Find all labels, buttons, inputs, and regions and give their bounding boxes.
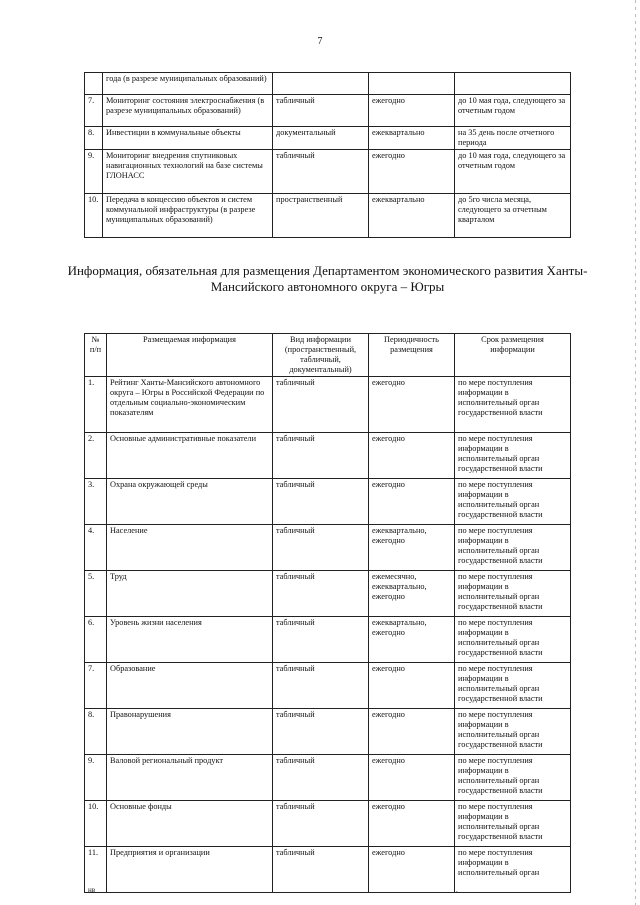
cell-info: Инвестиции в коммунальные объекты <box>103 127 273 150</box>
cell-num: 7. <box>85 95 103 127</box>
cell-period: ежегодно <box>369 663 455 709</box>
cell-type: пространственный <box>273 194 369 238</box>
cell-period <box>369 73 455 95</box>
scan-edge-decoration <box>635 0 636 905</box>
cell-deadline: по мере поступления информации в исполнительный орган государственной власти <box>455 709 571 755</box>
cell-type: табличный <box>273 847 369 893</box>
cell-num: 8. <box>85 127 103 150</box>
cell-type: табличный <box>273 433 369 479</box>
cell-type: табличный <box>273 617 369 663</box>
cell-info: Образование <box>107 663 273 709</box>
cell-period: ежегодно <box>369 847 455 893</box>
cell-num: 11. <box>85 847 107 893</box>
cell-deadline: по мере поступления информации в исполнительный орган государственной власти <box>455 377 571 433</box>
cell-type: табличный <box>273 150 369 194</box>
cell-type: табличный <box>273 95 369 127</box>
cell-info: Рейтинг Ханты-Мансийского автономного округа – Югры в Российской Федерации по отдельным социально-экономическим показателям <box>107 377 273 433</box>
cell-info: Охрана окружающей среды <box>107 479 273 525</box>
main-table-body <box>85 377 571 893</box>
cell-info: Предприятия и организации <box>107 847 273 893</box>
cell-period: ежеквартально, ежегодно <box>369 617 455 663</box>
page-number: 7 <box>317 36 323 47</box>
cell-period: ежеквартально <box>369 194 455 238</box>
cell-num: 3. <box>85 479 107 525</box>
section-heading: Информация, обязательная для размещения Департаментом экономического развития Ханты-Мансийского автономного округа – Югры <box>67 263 588 294</box>
cell-type <box>273 73 369 95</box>
table-row <box>85 433 571 479</box>
cell-info: Мониторинг состояния электроснабжения (в разрезе муниципальных образований) <box>103 95 273 127</box>
cell-deadline: по мере поступления информации в исполнительный орган государственной власти <box>455 479 571 525</box>
cell-num: 4. <box>85 525 107 571</box>
table-row <box>85 617 571 663</box>
table-row <box>85 571 571 617</box>
cell-deadline: по мере поступления информации в исполнительный орган государственной власти <box>455 571 571 617</box>
cell-info: Основные административные показатели <box>107 433 273 479</box>
cell-info: Население <box>107 525 273 571</box>
cell-deadline: на 35 день после отчетного периода <box>455 127 571 150</box>
table-row <box>85 150 571 194</box>
cell-num <box>85 73 103 95</box>
table-row <box>85 709 571 755</box>
table-row <box>85 194 571 238</box>
table-row <box>85 525 571 571</box>
table-row <box>85 755 571 801</box>
table-row <box>85 73 571 95</box>
cell-info: Труд <box>107 571 273 617</box>
cell-type: табличный <box>273 801 369 847</box>
cell-deadline: по мере поступления информации в исполнительный орган государственной власти <box>455 801 571 847</box>
cell-type: табличный <box>273 571 369 617</box>
cell-num: 6. <box>85 617 107 663</box>
header-deadline: Срок размещения информации <box>455 334 571 377</box>
cell-deadline: по мере поступления информации в исполнительный орган <box>455 847 571 893</box>
cell-deadline: по мере поступления информации в исполнительный орган государственной власти <box>455 433 571 479</box>
cell-num: 9. <box>85 755 107 801</box>
cell-num: 5. <box>85 571 107 617</box>
cell-type: табличный <box>273 709 369 755</box>
cell-num: 8. <box>85 709 107 755</box>
cell-period: ежеквартально, ежегодно <box>369 525 455 571</box>
cell-num: 2. <box>85 433 107 479</box>
cell-period: ежегодно <box>369 377 455 433</box>
table-row <box>85 127 571 150</box>
cell-period: ежегодно <box>369 709 455 755</box>
header-period: Периодичность размещения <box>369 334 455 377</box>
cell-info: Основные фонды <box>107 801 273 847</box>
cell-info: года (в разрезе муниципальных образований) <box>103 73 273 95</box>
cell-period: ежегодно <box>369 755 455 801</box>
cell-type: табличный <box>273 525 369 571</box>
continuation-table <box>84 72 571 238</box>
cell-period: ежеквартально <box>369 127 455 150</box>
header-num: № п/п <box>85 334 107 377</box>
table-row <box>85 377 571 433</box>
table-row <box>85 801 571 847</box>
cell-deadline <box>455 73 571 95</box>
cell-num: 1. <box>85 377 107 433</box>
cell-period: ежегодно <box>369 433 455 479</box>
footer-dot: . <box>456 886 458 894</box>
cell-num: 10. <box>85 801 107 847</box>
cell-period: ежегодно <box>369 95 455 127</box>
header-info: Размещаемая информация <box>107 334 273 377</box>
cell-num: 9. <box>85 150 103 194</box>
cell-info: Передача в концессию объектов и систем коммунальной инфраструктуры (в разрезе муниципальных образований) <box>103 194 273 238</box>
cell-type: табличный <box>273 755 369 801</box>
cell-deadline: по мере поступления информации в исполнительный орган государственной власти <box>455 525 571 571</box>
cell-info: Мониторинг внедрения спутниковых навигационных технологий на базе системы ГЛОНАСС <box>103 150 273 194</box>
footer-mark: нв <box>88 886 96 894</box>
table-row <box>85 663 571 709</box>
header-type: Вид информации (пространственный, табличный, документальный) <box>273 334 369 377</box>
cell-info: Валовой региональный продукт <box>107 755 273 801</box>
cell-period: ежегодно <box>369 479 455 525</box>
cell-deadline: по мере поступления информации в исполнительный орган государственной власти <box>455 663 571 709</box>
table-row <box>85 847 571 893</box>
cell-deadline: по мере поступления информации в исполнительный орган государственной власти <box>455 755 571 801</box>
table-row <box>85 95 571 127</box>
cell-deadline: по мере поступления информации в исполнительный орган государственной власти <box>455 617 571 663</box>
main-table <box>84 333 571 893</box>
cell-info: Правонарушения <box>107 709 273 755</box>
cell-deadline: до 5го числа месяца, следующего за отчетным кварталом <box>455 194 571 238</box>
cell-num: 10. <box>85 194 103 238</box>
cell-period: ежемесячно, ежеквартально, ежегодно <box>369 571 455 617</box>
cell-num: 7. <box>85 663 107 709</box>
cell-type: табличный <box>273 663 369 709</box>
cell-deadline: до 10 мая года, следующего за отчетным годом <box>455 150 571 194</box>
cell-type: табличный <box>273 377 369 433</box>
continuation-table-body <box>85 73 571 238</box>
cell-period: ежегодно <box>369 150 455 194</box>
cell-type: табличный <box>273 479 369 525</box>
cell-deadline: до 10 мая года, следующего за отчетным годом <box>455 95 571 127</box>
cell-info: Уровень жизни населения <box>107 617 273 663</box>
cell-type: документальный <box>273 127 369 150</box>
main-table-header-row <box>85 334 571 377</box>
table-row <box>85 479 571 525</box>
cell-period: ежегодно <box>369 801 455 847</box>
